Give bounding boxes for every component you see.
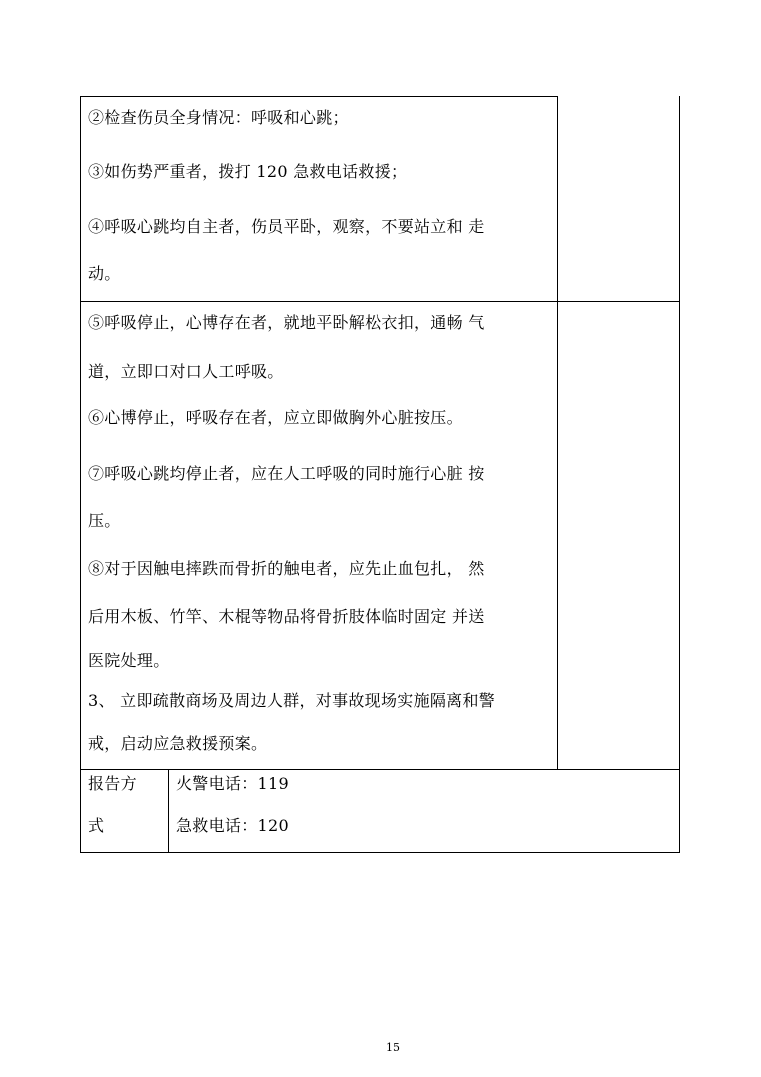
table-row-divider-1 <box>80 301 680 302</box>
step-3-text: ③如伤势严重者，拨打 120 急救电话救援； <box>88 162 408 181</box>
fire-alarm-phone: 火警电话：119 <box>176 774 289 793</box>
table-middle-vertical-line <box>557 96 558 770</box>
step-5-text: ⑤呼吸停止，心博存在者，就地平卧解松衣扣，通畅 气 <box>88 313 485 332</box>
step-8-text-cont-2: 医院处理。 <box>88 651 170 670</box>
report-label-divider <box>168 769 169 853</box>
emergency-phone: 急救电话：120 <box>176 816 289 835</box>
evacuation-text: 3、 立即疏散商场及周边人群，对事故现场实施隔离和警 <box>88 691 496 710</box>
table-right-border <box>679 96 680 853</box>
step-7-text: ⑦呼吸心跳均停止者，应在人工呼吸的同时施行心脏 按 <box>88 464 485 483</box>
step-7-text-cont: 压。 <box>88 511 121 530</box>
table-bottom-border <box>80 852 680 853</box>
step-4-text-cont: 动。 <box>88 264 121 283</box>
table-left-border <box>80 96 81 853</box>
table-row-divider-2 <box>80 769 680 770</box>
table-top-border <box>80 96 558 97</box>
evacuation-text-cont: 戒，启动应急救援预案。 <box>88 734 268 753</box>
report-method-label-line2: 式 <box>88 816 105 835</box>
step-5-text-cont: 道，立即口对口人工呼吸。 <box>88 362 284 381</box>
step-4-text: ④呼吸心跳均自主者，伤员平卧，观察，不要站立和 走 <box>88 217 485 236</box>
step-6-text: ⑥心博停止，呼吸存在者，应立即做胸外心脏按压。 <box>88 408 463 427</box>
step-2-text: ②检查伤员全身情况：呼吸和心跳； <box>88 108 349 127</box>
step-8-text-cont-1: 后用木板、竹竿、木棍等物品将骨折肢体临时固定 并送 <box>88 607 485 626</box>
report-method-label-line1: 报告方 <box>88 774 137 793</box>
step-8-text: ⑧对于因触电摔跌而骨折的触电者，应先止血包扎， 然 <box>88 559 485 578</box>
page-number: 15 <box>386 1041 400 1054</box>
